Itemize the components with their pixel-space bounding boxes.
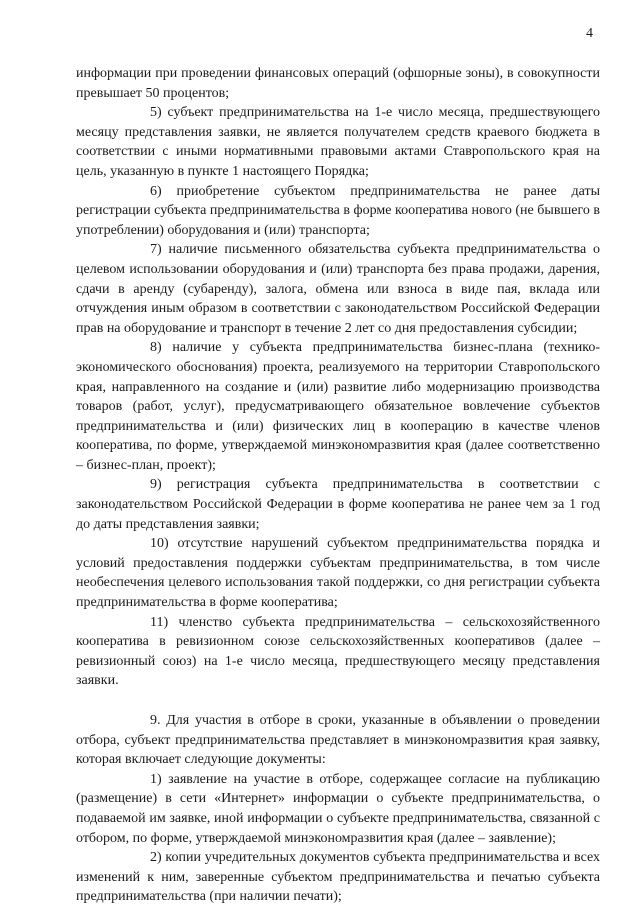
paragraph-item-10: 10) отсутствие нарушений субъектом предпринимательства порядка и условий предоставления поддержки субъектам предпринимательства, в том числе необеспечения целевого использования такой поддержки, со дня регистрации субъекта предпринимательства в форме кооператива; xyxy=(76,536,600,611)
paragraph-item-8: 8) наличие у субъекта предпринимательства бизнес-плана (технико-экономического обоснования) проекта, реализуемого на территории Ставропольского края, направленного на создание и (или) развитие либо модернизацию производства товаров (работ, услуг), предусматривающего обязательное вовлечение субъектов предпринимательства и (или) физических лиц в кооперацию в качестве членов кооператива, по форме, утверждаемой минэкономразвития края (далее соответственно – бизнес-план, проект); xyxy=(76,340,600,473)
paragraph-doc-1: 1) заявление на участие в отборе, содержащее согласие на публикацию (размещение) в сети «Интернет» информации о субъекте предпринимательства, о подаваемой им заявке, иной информации о субъекте предпринимательства, связанной с отбором, по форме, утверждаемой минэкономразвития края (далее – заявление); xyxy=(76,771,600,846)
paragraph-item-5: 5) субъект предпринимательства на 1-е число месяца, предшествующего месяцу представления заявки, не является получателем средств краевого бюджета в соответствии с иными нормативными правовыми актами Ставропольского края на цель, указанную в пункте 1 настоящего Порядка; xyxy=(76,105,600,179)
paragraph-item-7: 7) наличие письменного обязательства субъекта предпринимательства о целевом использовании оборудования и (или) транспорта без права продажи, дарения, сдачи в аренду (субаренду), залога, обмена или взноса в виде пая, вклада или отчуждения иным образом в соответствии с законодательством Российской Федерации прав на оборудование и транспорт в течение 2 лет со дня предоставления субсидии; xyxy=(76,242,600,336)
paragraph-doc-2: 2) копии учредительных документов субъекта предпринимательства и всех изменений к ним, заверенные субъектом предпринимательства и печатью субъекта предпринимательства (при наличии печати); xyxy=(76,850,600,905)
paragraph-continuation: информации при проведении финансовых операций (офшорные зоны), в совокупности превышает 50 процентов; xyxy=(76,66,600,101)
section-9-heading-paragraph: 9. Для участия в отборе в сроки, указанные в объявлении о проведении отбора, субъект предпринимательства представляет в минэкономразвития края заявку, которая включает следующие документы: xyxy=(76,713,600,768)
document-body xyxy=(76,64,600,907)
paragraph-item-11: 11) членство субъекта предпринимательства – сельскохозяйственного кооператива в ревизионном союзе сельскохозяйственных кооперативов (далее – ревизионный союз) на 1-е число месяца, предшествующего месяцу представления заявки. xyxy=(76,614,600,689)
paragraph-item-6: 6) приобретение субъектом предпринимательства не ранее даты регистрации субъекта предпринимательства в форме кооператива нового (не бывшего в употреблении) оборудования и (или) транспорта; xyxy=(76,183,600,238)
paragraph-item-9: 9) регистрация субъекта предпринимательства в соответствии с законодательством Российской Федерации в форме кооператива не ранее чем за 1 год до даты представления заявки; xyxy=(76,477,600,532)
page-number: 4 xyxy=(586,26,593,41)
